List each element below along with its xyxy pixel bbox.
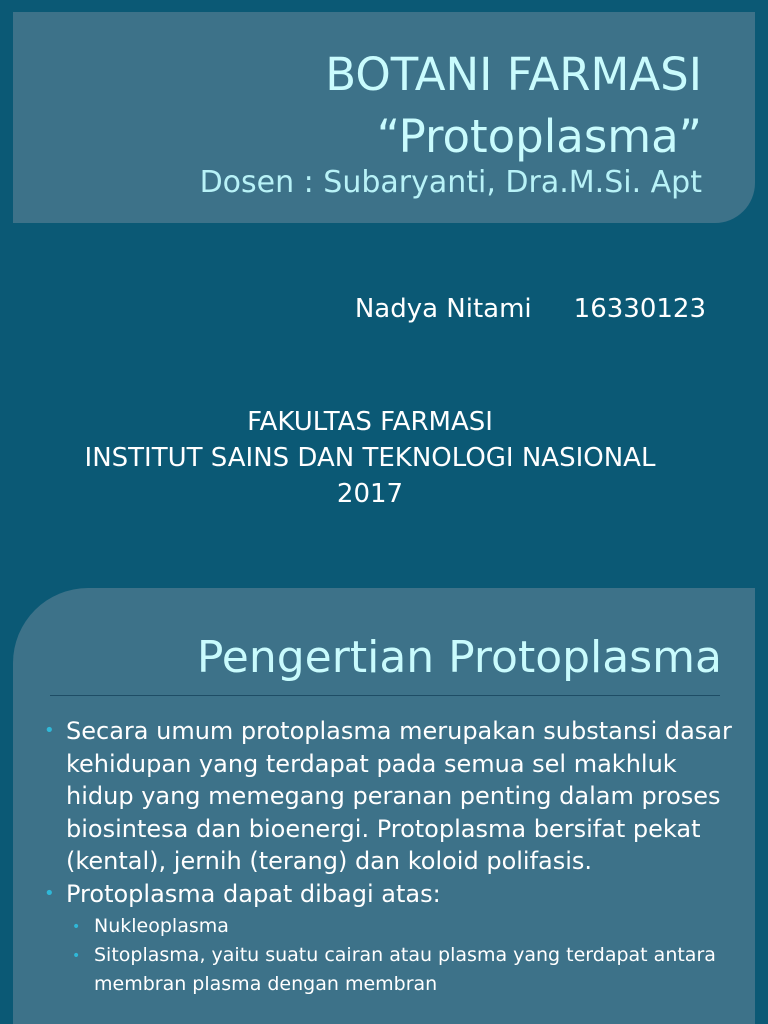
- sub-bullet-text: Sitoplasma, yaitu suatu cairan atau plasma yang terdapat antara membran plasma dengan membran: [94, 944, 716, 995]
- title-block: [325, 44, 702, 168]
- course-title: BOTANI FARMASI: [325, 48, 702, 101]
- bullet-icon: •: [44, 882, 55, 904]
- sub-bullet-icon: •: [72, 919, 81, 935]
- faculty-name: FAKULTAS FARMASI: [247, 407, 493, 437]
- sub-bullet-list: [66, 912, 734, 999]
- bullet-item: [44, 715, 734, 878]
- bullet-item: [44, 878, 734, 1000]
- lecturer-subtitle: Dosen : Subaryanti, Dra.M.Si. Apt: [199, 165, 702, 200]
- title-divider: [50, 695, 720, 696]
- content-slide: [0, 578, 768, 1024]
- bullet-list: [44, 715, 734, 999]
- sub-bullet-icon: •: [72, 948, 81, 964]
- sub-bullet-item: [72, 941, 734, 999]
- bullet-text: Secara umum protoplasma merupakan substansi dasar kehidupan yang terdapat pada semua sel makhluk hidup yang memegang peranan penting dalam proses biosintesa dan bioenergi. Protoplasma bersifat pekat (kental), jernih (terang) dan koloid polifasis.: [66, 717, 732, 875]
- slide-title: Pengertian Protoplasma: [196, 632, 722, 683]
- sub-bullet-text: Nukleoplasma: [94, 915, 229, 937]
- bullet-text: Protoplasma dapat dibagi atas:: [66, 879, 441, 908]
- author-name: Nadya Nitami: [354, 294, 532, 324]
- institute-name: INSTITUT SAINS DAN TEKNOLOGI NASIONAL: [84, 443, 656, 473]
- bullet-icon: •: [44, 720, 55, 741]
- author-line: [355, 294, 706, 324]
- topic-title: “Protoplasma”: [376, 110, 702, 163]
- year: 2017: [336, 479, 404, 509]
- sub-bullet-item: [72, 912, 734, 941]
- faculty-block: [0, 404, 740, 512]
- author-nim: 16330123: [573, 294, 706, 324]
